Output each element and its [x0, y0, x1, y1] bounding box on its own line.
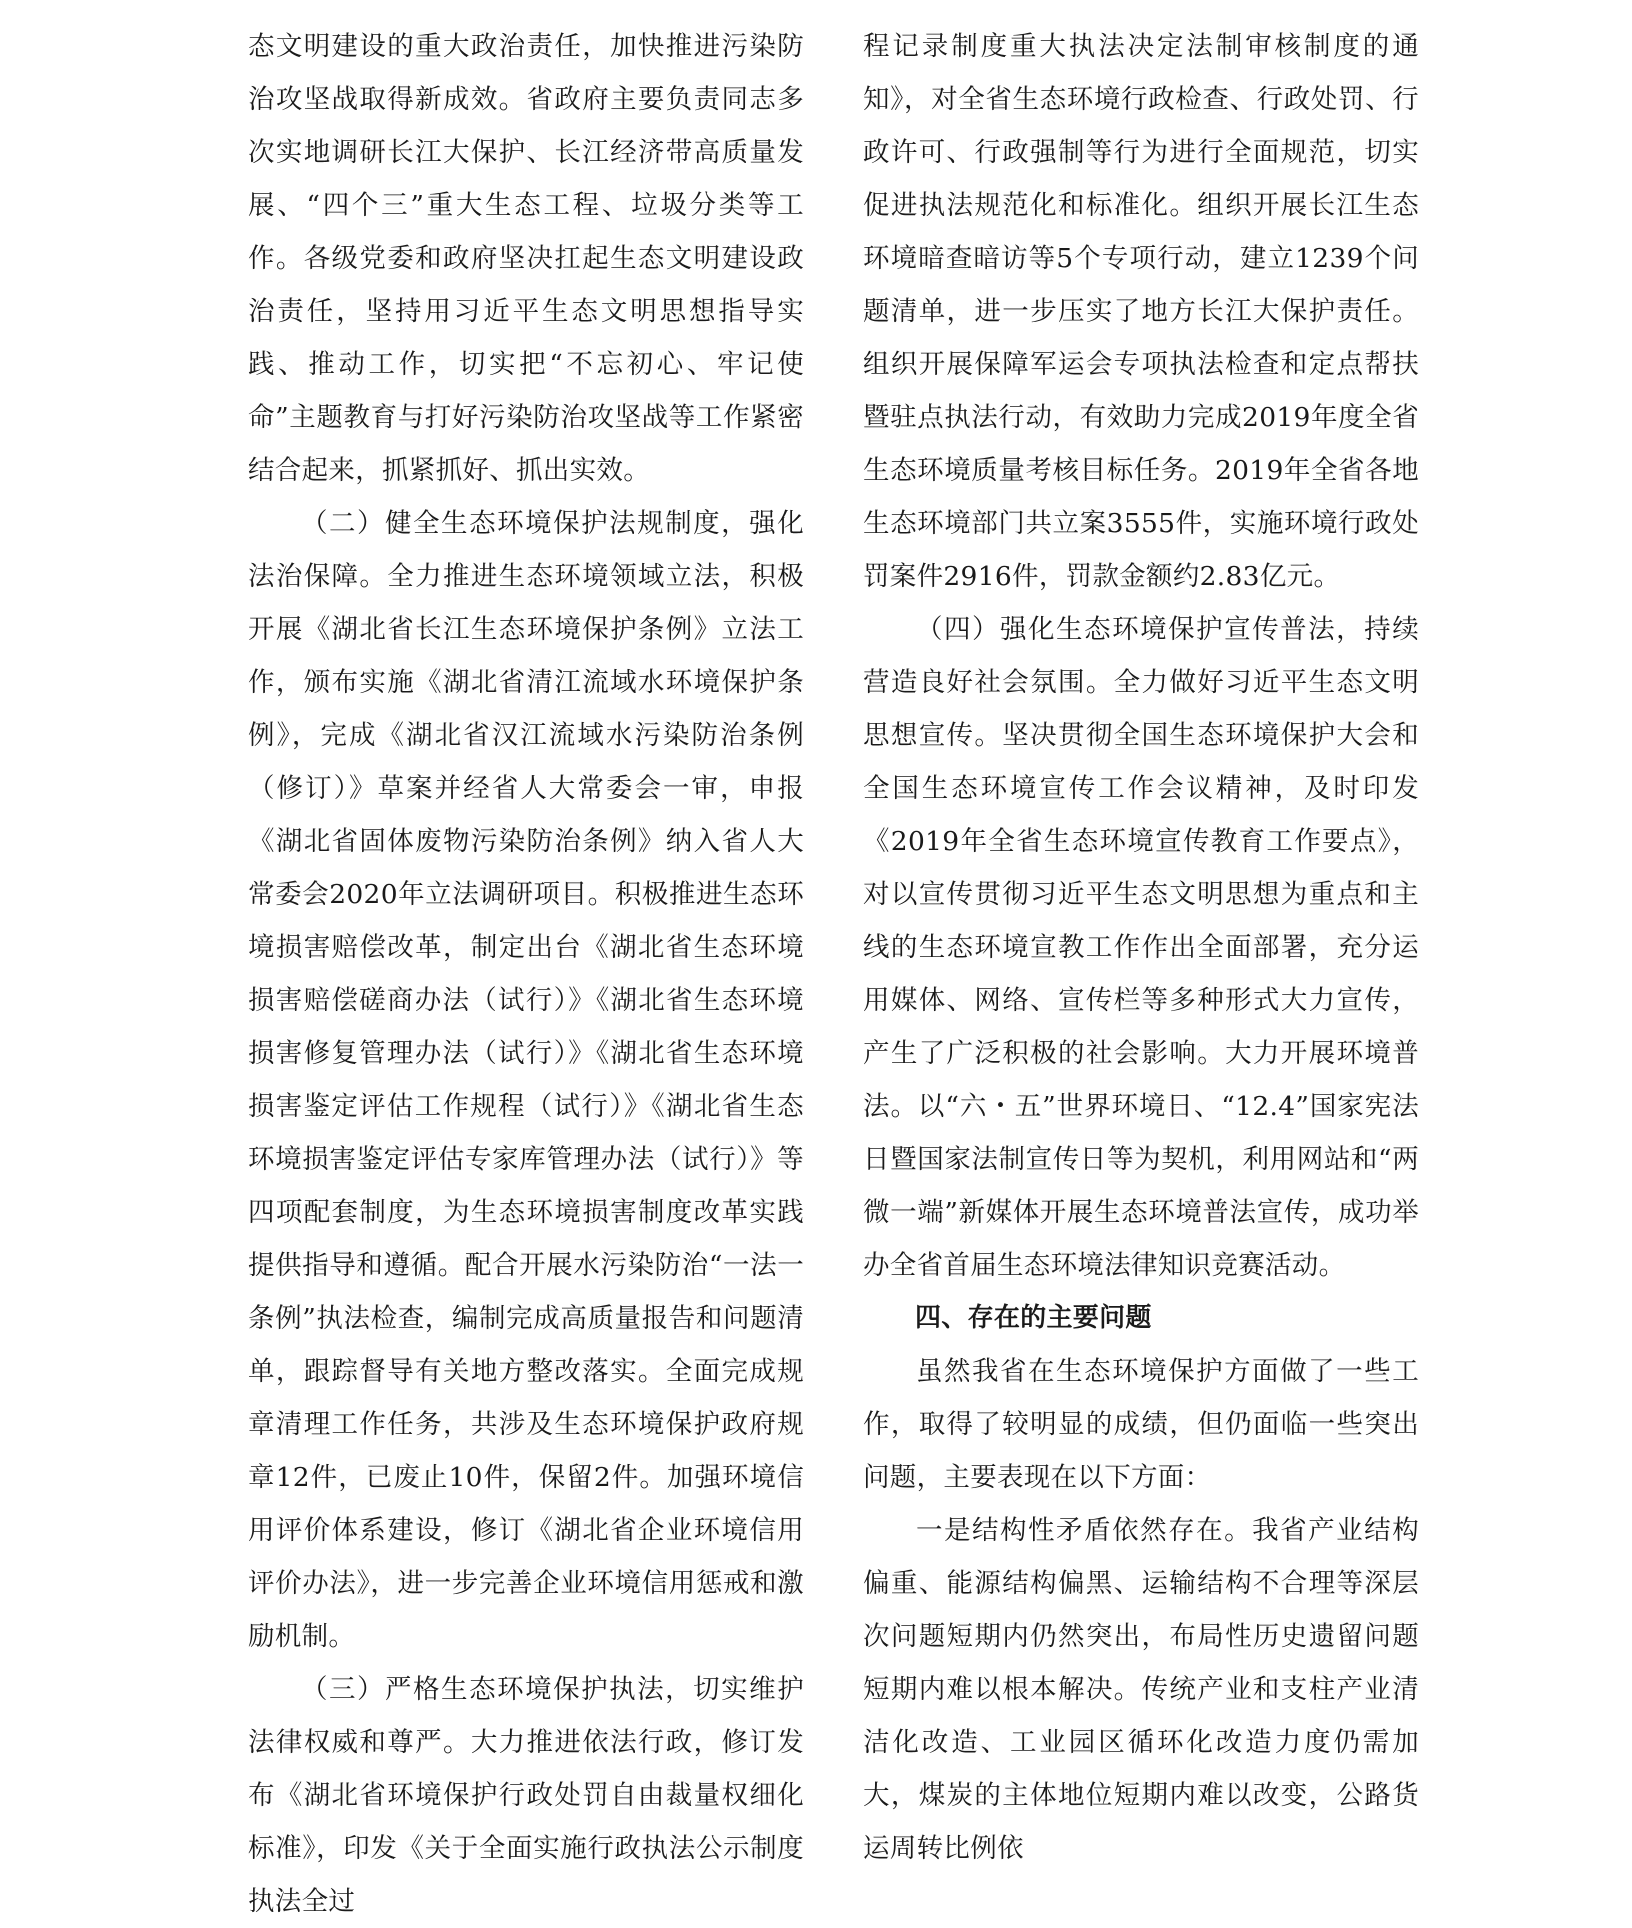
- right-column: [863, 20, 1419, 1875]
- section-heading-main-problems: 四、存在的主要问题: [915, 1303, 1152, 1333]
- paragraph-section-2: （二）健全生态环境保护法规制度，强化法治保障。全力推进生态环境领域立法，积极开展《湖北省长江生态环境保护条例》立法工作，颁布实施《湖北省清江流域水环境保护条例》，完成《湖北省汉江流域水污染防治条例（修订）》草案并经省人大常委会一审，申报《湖北省固体废物污染防治条例》纳入省人大常委会2020年立法调研项目。积极推进生态环境损害赔偿改革，制定出台《湖北省生态环境损害赔偿磋商办法（试行）》《湖北省生态环境损害修复管理办法（试行）》《湖北省生态环境损害鉴定评估工作规程（试行）》《湖北省生态环境损害鉴定评估专家库管理办法（试行）》等四项配套制度，为生态环境损害制度改革实践提供指导和遵循。配合开展水污染防治“一法一条例”执法检查，编制完成高质量报告和问题清单，跟踪督导有关地方整改落实。全面完成规章清理工作任务，共涉及生态环境保护政府规章12件，已废止10件，保留2件。加强环境信用评价体系建设，修订《湖北省企业环境信用评价办法》，进一步完善企业环境信用惩戒和激励机制。: [248, 508, 804, 1652]
- paragraph-right-1: 程记录制度重大执法决定法制审核制度的通知》，对全省生态环境行政检查、行政处罚、行政许可、行政强制等行为进行全面规范，切实促进执法规范化和标准化。组织开展长江生态环境暗查暗访等5个专项行动，建立1239个问题清单，进一步压实了地方长江大保护责任。组织开展保障军运会专项执法检查和定点帮扶暨驻点执法行动，有效助力完成2019年度全省生态环境质量考核目标任务。2019年全省各地生态环境部门共立案3555件，实施环境行政处罚案件2916件，罚款金额约2.83亿元。: [863, 31, 1419, 592]
- paragraph-section-4: （四）强化生态环境保护宣传普法，持续营造良好社会氛围。全力做好习近平生态文明思想宣传。坚决贯彻全国生态环境保护大会和全国生态环境宣传工作会议精神，及时印发《2019年全省生态环境宣传教育工作要点》，对以宣传贯彻习近平生态文明思想为重点和主线的生态环境宣教工作作出全面部署，充分运用媒体、网络、宣传栏等多种形式大力宣传，产生了广泛积极的社会影响。大力开展环境普法。以“六・五”世界环境日、“12.4”国家宪法日暨国家法制宣传日等为契机，利用网站和“两微一端”新媒体开展生态环境普法宣传，成功举办全省首届生态环境法律知识竞赛活动。: [863, 614, 1419, 1281]
- paragraph-problem-1: 一是结构性矛盾依然存在。我省产业结构偏重、能源结构偏黑、运输结构不合理等深层次问题短期内仍然突出，布局性历史遗留问题短期内难以根本解决。传统产业和支柱产业清洁化改造、工业园区循环化改造力度仍需加大，煤炭的主体地位短期内难以改变，公路货运周转比例依: [863, 1515, 1419, 1864]
- left-column: [248, 20, 804, 1928]
- paragraph-problems-intro: 虽然我省在生态环境保护方面做了一些工作，取得了较明显的成绩，但仍面临一些突出问题，主要表现在以下方面：: [863, 1356, 1419, 1493]
- paragraph-left-1: 态文明建设的重大政治责任，加快推进污染防治攻坚战取得新成效。省政府主要负责同志多次实地调研长江大保护、长江经济带高质量发展、“四个三”重大生态工程、垃圾分类等工作。各级党委和政府坚决扛起生态文明建设政治责任，坚持用习近平生态文明思想指导实践、推动工作，切实把“不忘初心、牢记使命”主题教育与打好污染防治攻坚战等工作紧密结合起来，抓紧抓好、抓出实效。: [248, 31, 804, 486]
- paragraph-section-3: （三）严格生态环境保护执法，切实维护法律权威和尊严。大力推进依法行政，修订发布《湖北省环境保护行政处罚自由裁量权细化标准》，印发《关于全面实施行政执法公示制度执法全过: [248, 1674, 804, 1917]
